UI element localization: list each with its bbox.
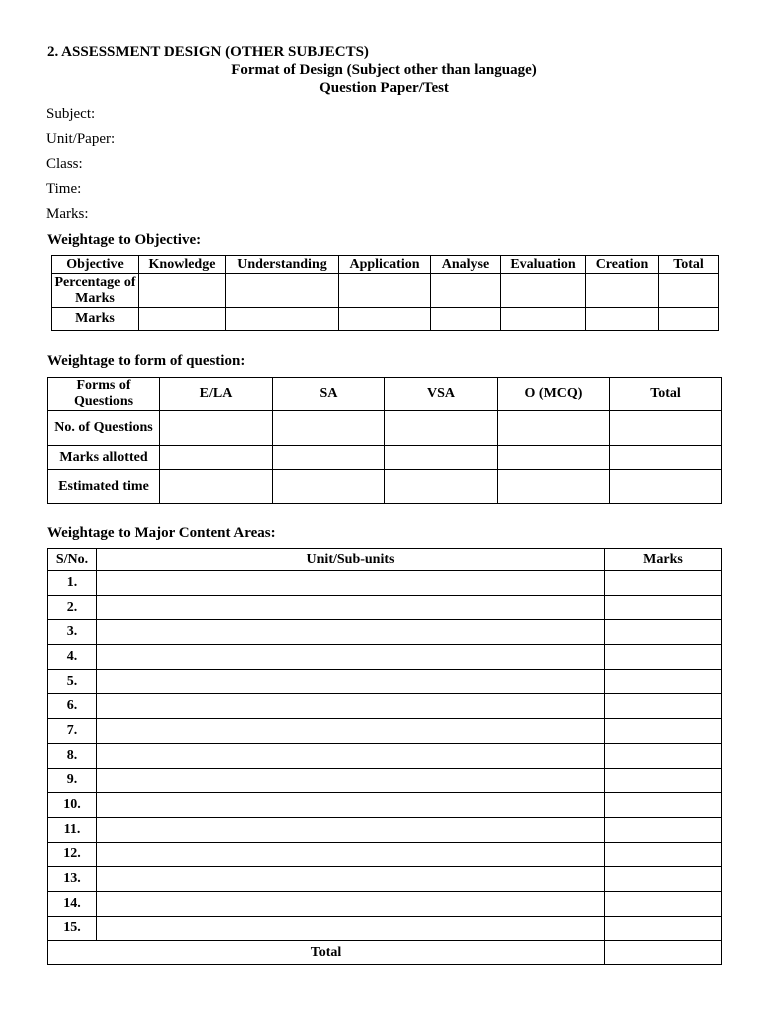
serial-number: 7. bbox=[48, 719, 97, 744]
header-cell: Analyse bbox=[431, 256, 501, 274]
table-row bbox=[48, 669, 722, 694]
form-header-row bbox=[48, 378, 722, 411]
marks-cell[interactable] bbox=[605, 719, 722, 744]
input-cell[interactable] bbox=[610, 411, 722, 446]
input-cell[interactable] bbox=[226, 274, 339, 308]
table-row bbox=[52, 308, 719, 331]
input-cell[interactable] bbox=[160, 470, 273, 504]
header-cell: Understanding bbox=[226, 256, 339, 274]
marks-cell[interactable] bbox=[605, 694, 722, 719]
table-row bbox=[48, 446, 722, 470]
marks-cell[interactable] bbox=[605, 842, 722, 867]
serial-number: 6. bbox=[48, 694, 97, 719]
content-header-row bbox=[48, 549, 722, 571]
table-row bbox=[48, 891, 722, 916]
unit-paper-field-label: Unit/Paper: bbox=[46, 131, 116, 147]
table-row bbox=[48, 719, 722, 744]
table-row bbox=[48, 867, 722, 892]
class-field-label: Class: bbox=[46, 156, 83, 172]
table-row bbox=[48, 694, 722, 719]
unit-cell[interactable] bbox=[97, 842, 605, 867]
marks-cell[interactable] bbox=[605, 916, 722, 941]
total-row bbox=[48, 941, 722, 965]
marks-cell[interactable] bbox=[605, 817, 722, 842]
marks-cell[interactable] bbox=[605, 620, 722, 645]
total-marks-cell[interactable] bbox=[605, 941, 722, 965]
input-cell[interactable] bbox=[659, 308, 719, 331]
row-label: Marks bbox=[52, 308, 139, 331]
unit-cell[interactable] bbox=[97, 645, 605, 670]
unit-cell[interactable] bbox=[97, 719, 605, 744]
input-cell[interactable] bbox=[273, 446, 385, 470]
table-row bbox=[48, 595, 722, 620]
input-cell[interactable] bbox=[498, 446, 610, 470]
input-cell[interactable] bbox=[498, 411, 610, 446]
total-label: Total bbox=[48, 941, 605, 965]
marks-cell[interactable] bbox=[605, 595, 722, 620]
input-cell[interactable] bbox=[610, 446, 722, 470]
marks-cell[interactable] bbox=[605, 743, 722, 768]
question-paper-subtitle: Question Paper/Test bbox=[319, 80, 449, 96]
input-cell[interactable] bbox=[160, 411, 273, 446]
header-cell: S/No. bbox=[48, 549, 97, 571]
unit-cell[interactable] bbox=[97, 817, 605, 842]
header-cell: E/LA bbox=[160, 378, 273, 411]
serial-number: 1. bbox=[48, 571, 97, 596]
objective-section-title: Weightage to Objective: bbox=[47, 232, 202, 248]
input-cell[interactable] bbox=[226, 308, 339, 331]
input-cell[interactable] bbox=[139, 274, 226, 308]
input-cell[interactable] bbox=[385, 446, 498, 470]
input-cell[interactable] bbox=[273, 411, 385, 446]
serial-number: 8. bbox=[48, 743, 97, 768]
table-row bbox=[48, 817, 722, 842]
header-cell: Knowledge bbox=[139, 256, 226, 274]
table-row bbox=[48, 768, 722, 793]
header-cell: Total bbox=[659, 256, 719, 274]
input-cell[interactable] bbox=[431, 308, 501, 331]
unit-cell[interactable] bbox=[97, 571, 605, 596]
input-cell[interactable] bbox=[501, 274, 586, 308]
input-cell[interactable] bbox=[659, 274, 719, 308]
input-cell[interactable] bbox=[610, 470, 722, 504]
format-subtitle: Format of Design (Subject other than language) bbox=[231, 62, 537, 78]
header-cell: Total bbox=[610, 378, 722, 411]
input-cell[interactable] bbox=[339, 308, 431, 331]
header-cell: Creation bbox=[586, 256, 659, 274]
table-row bbox=[52, 274, 719, 308]
serial-number: 14. bbox=[48, 891, 97, 916]
table-row bbox=[48, 916, 722, 941]
marks-field-label: Marks: bbox=[46, 206, 89, 222]
table-row bbox=[48, 411, 722, 446]
marks-cell[interactable] bbox=[605, 867, 722, 892]
input-cell[interactable] bbox=[501, 308, 586, 331]
serial-number: 5. bbox=[48, 669, 97, 694]
objective-header-row bbox=[52, 256, 719, 274]
header-cell: Marks bbox=[605, 549, 722, 571]
marks-cell[interactable] bbox=[605, 793, 722, 818]
unit-cell[interactable] bbox=[97, 867, 605, 892]
input-cell[interactable] bbox=[385, 411, 498, 446]
input-cell[interactable] bbox=[385, 470, 498, 504]
marks-cell[interactable] bbox=[605, 768, 722, 793]
header-cell: VSA bbox=[385, 378, 498, 411]
input-cell[interactable] bbox=[586, 274, 659, 308]
table-row bbox=[48, 470, 722, 504]
row-label: Estimated time bbox=[48, 470, 160, 504]
serial-number: 9. bbox=[48, 768, 97, 793]
table-row bbox=[48, 620, 722, 645]
serial-number: 13. bbox=[48, 867, 97, 892]
content-areas-table bbox=[47, 548, 722, 965]
serial-number: 15. bbox=[48, 916, 97, 941]
serial-number: 10. bbox=[48, 793, 97, 818]
row-label: Marks allotted bbox=[48, 446, 160, 470]
table-row bbox=[48, 645, 722, 670]
serial-number: 4. bbox=[48, 645, 97, 670]
input-cell[interactable] bbox=[586, 308, 659, 331]
content-section-title: Weightage to Major Content Areas: bbox=[47, 525, 276, 541]
input-cell[interactable] bbox=[339, 274, 431, 308]
input-cell[interactable] bbox=[498, 470, 610, 504]
input-cell[interactable] bbox=[273, 470, 385, 504]
table-row bbox=[48, 793, 722, 818]
objective-table bbox=[51, 255, 719, 331]
unit-cell[interactable] bbox=[97, 620, 605, 645]
unit-cell[interactable] bbox=[97, 768, 605, 793]
header-cell: Objective bbox=[52, 256, 139, 274]
serial-number: 11. bbox=[48, 817, 97, 842]
header-cell: Forms of Questions bbox=[48, 378, 160, 411]
unit-cell[interactable] bbox=[97, 793, 605, 818]
header-cell: Unit/Sub-units bbox=[97, 549, 605, 571]
unit-cell[interactable] bbox=[97, 891, 605, 916]
unit-cell[interactable] bbox=[97, 669, 605, 694]
input-cell[interactable] bbox=[139, 308, 226, 331]
table-row bbox=[48, 571, 722, 596]
header-cell: Application bbox=[339, 256, 431, 274]
header-cell: Evaluation bbox=[501, 256, 586, 274]
serial-number: 12. bbox=[48, 842, 97, 867]
table-row bbox=[48, 743, 722, 768]
serial-number: 2. bbox=[48, 595, 97, 620]
marks-cell[interactable] bbox=[605, 891, 722, 916]
header-cell: SA bbox=[273, 378, 385, 411]
table-row bbox=[48, 842, 722, 867]
form-of-question-table bbox=[47, 377, 722, 504]
row-label: No. of Questions bbox=[48, 411, 160, 446]
marks-cell[interactable] bbox=[605, 645, 722, 670]
unit-cell[interactable] bbox=[97, 694, 605, 719]
unit-cell[interactable] bbox=[97, 916, 605, 941]
marks-cell[interactable] bbox=[605, 669, 722, 694]
document-heading: 2. ASSESSMENT DESIGN (OTHER SUBJECTS) bbox=[47, 44, 369, 60]
subject-field-label: Subject: bbox=[46, 106, 96, 122]
unit-cell[interactable] bbox=[97, 743, 605, 768]
header-cell: O (MCQ) bbox=[498, 378, 610, 411]
time-field-label: Time: bbox=[46, 181, 82, 197]
unit-cell[interactable] bbox=[97, 595, 605, 620]
input-cell[interactable] bbox=[431, 274, 501, 308]
marks-cell[interactable] bbox=[605, 571, 722, 596]
row-label: Percentage of Marks bbox=[52, 274, 139, 308]
input-cell[interactable] bbox=[160, 446, 273, 470]
form-section-title: Weightage to form of question: bbox=[47, 353, 246, 369]
serial-number: 3. bbox=[48, 620, 97, 645]
